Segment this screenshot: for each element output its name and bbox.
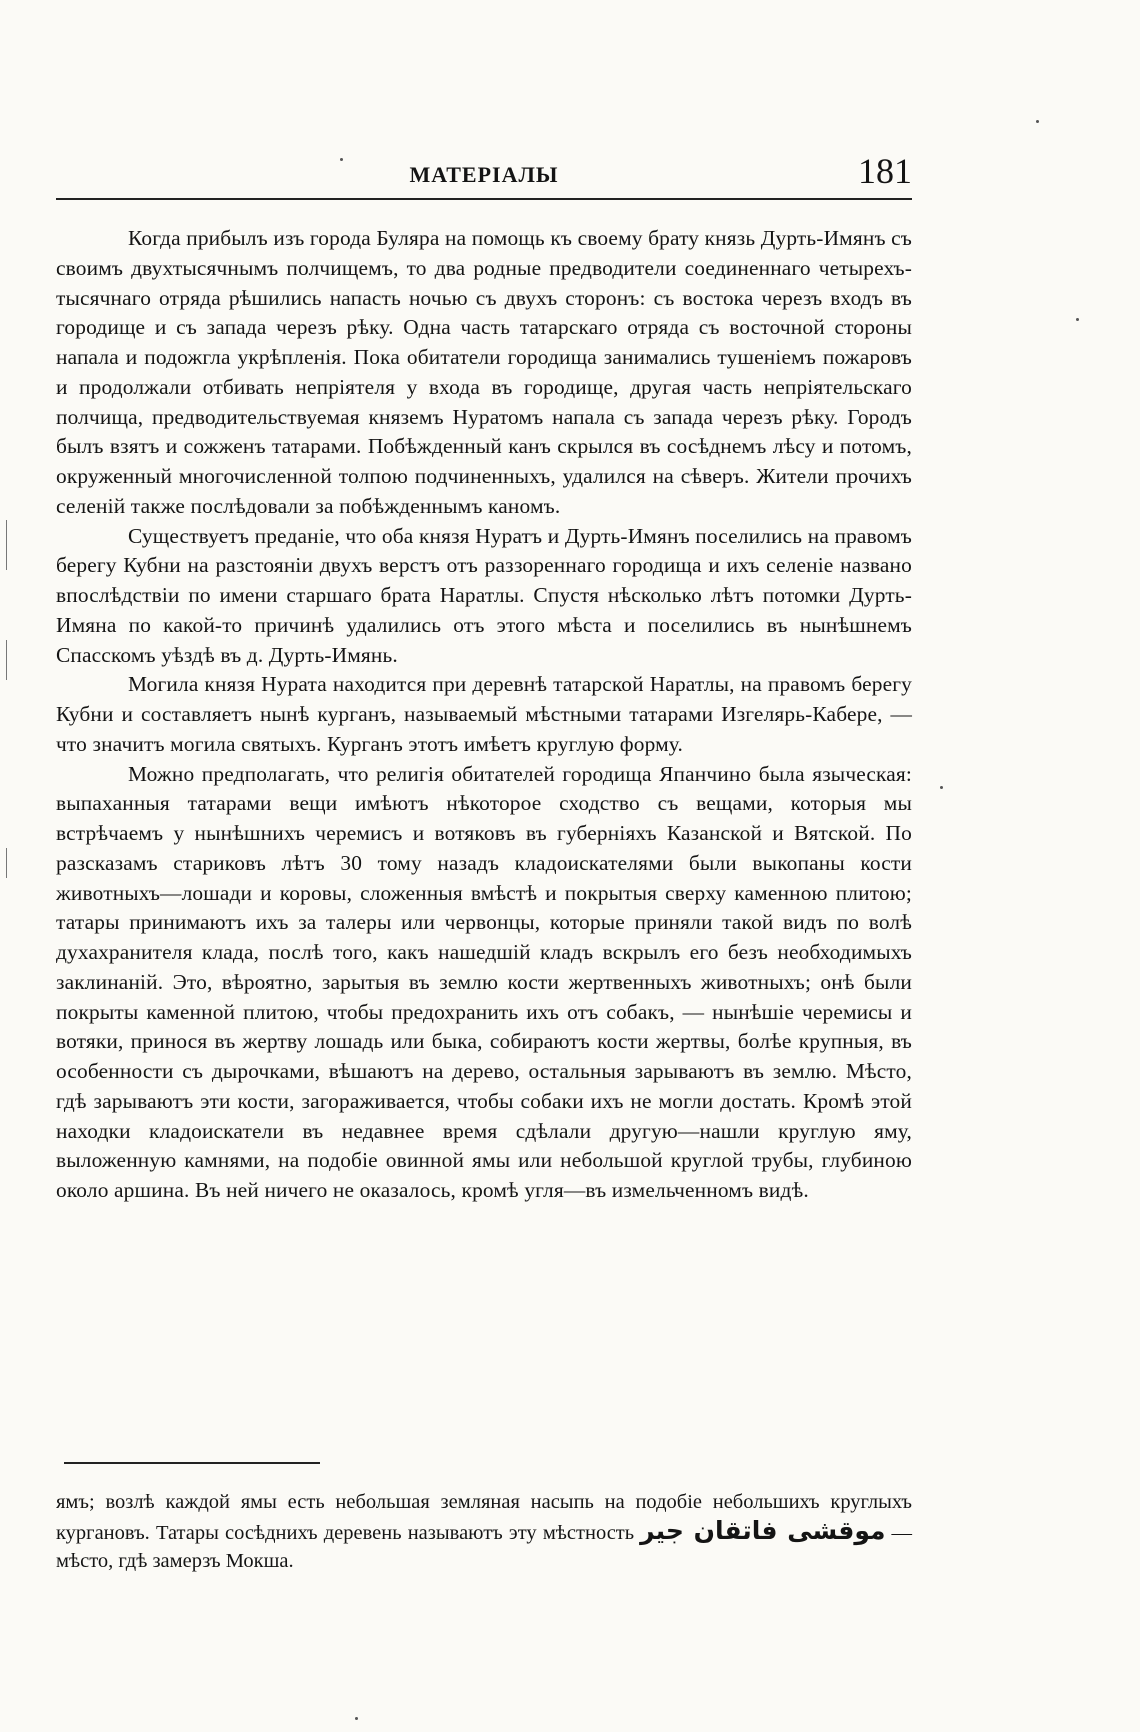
paragraph: Можно предполагать, что религія обитателей городища Япанчино была языческая: выпаханныя татарами вещи имѣютъ нѣкоторое сходство съ вещами, которыя мы встрѣчаемъ у нынѣшнихъ черемисъ и вотяковъ въ губерніяхъ Казанской и Вятской. По разсказамъ стариковъ лѣтъ 30 тому назадъ кладоискателями были выкопаны кости животныхъ—лошади и коровы, сложенныя вмѣстѣ и покрытыя сверху каменною плитою; татары принимаютъ ихъ за талеры или червонцы, которые приняли такой видъ по волѣ духахранителя клада, послѣ того, какъ нашедшій кладъ вскрылъ его безъ необходимыхъ заклинаній. Это, вѣроятно, зарытыя въ землю кости жертвенныхъ животныхъ; онѣ были покрыты каменной плитою, чтобы предохранить ихъ отъ собакъ, — нынѣшіе черемисы и вотяки, принося въ жертву лошадь или быка, собираютъ кости жертвы, болѣе крупныя, въ особенности съ дырочками, вѣшаютъ на дерево, остальныя зарываютъ въ землю. Мѣсто, гдѣ зарываютъ эти кости, загораживается, чтобы собаки ихъ не могли достать. Кромѣ этой находки кладоискатели въ недавнее время сдѣлали другую—нашли круглую яму, выложенную камнями, на подобіе овинной ямы или небольшой круглой трубы, глубиною около аршина. Въ ней ничего не оказалось, кромѣ угля—въ измельченномъ видѣ.: [56, 761, 912, 1202]
paragraph: Когда прибылъ изъ города Буляра на помощь къ своему брату князь Дурть-Имянъ съ своимъ двухтысячнымъ полчищемъ, то два родные предводители соединеннаго четырехъ-тысячнаго отряда рѣшились напасть ночью съ двухъ сторонъ: съ востока черезъ входъ въ городище и съ запада черезъ рѣку. Одна часть татарскаго отряда съ восточной стороны напала и подожгла укрѣпленія. Пока обитатели городища занимались тушеніемъ пожаровъ и продолжали отбивать непріятеля у входа въ городище, другая часть непріятельскаго полчища, предводительствуемая княземъ Нуратомъ напала съ запада черезъ рѣку. Городъ былъ взятъ и сожженъ татарами. Побѣжденный канъ скрылся въ сосѣднемъ лѣсу и потомъ, окруженный многочисленной толпою подчиненныхъ, удалился на сѣверъ. Жители прочихъ селеній также послѣдовали за побѣжденнымъ каномъ.: [56, 226, 913, 518]
scan-speck: [940, 786, 943, 789]
footnote: [56, 1488, 912, 1576]
margin-mark: [6, 848, 7, 878]
running-title: МАТЕРІАЛЫ: [409, 162, 559, 187]
margin-mark: [6, 640, 7, 680]
paragraph: Могила князя Нурата находится при деревнѣ татарской Наратлы, на правомъ берегу Кубни и составляетъ нынѣ курганъ, называемый мѣстными татарами Изгелярь-Кабере, — что значитъ могила святыхъ. Курганъ этотъ имѣетъ круглую форму.: [56, 672, 912, 756]
margin-mark: [6, 520, 7, 570]
footnote-text-after: —мѣсто, гдѣ замерзъ Мокша.: [56, 1521, 912, 1572]
scan-speck: [340, 158, 343, 161]
paragraph: Существуетъ преданіе, что оба князя Нуратъ и Дурть-Имянъ поселились на правомъ берегу Кубни на разстояніи двухъ верстъ отъ раззореннаго городища и ихъ селеніе названо впослѣдствіи по имени старшаго брата Наратлы. Спустя нѣсколько лѣтъ потомки Дурть-Имяна по какой-то причинѣ удалились отъ этого мѣста и поселились въ нынѣшнемъ Спасскомъ уѣздѣ въ д. Дурть-Имянь.: [56, 523, 912, 667]
page-number: 181: [858, 151, 912, 191]
footnote-rule: [64, 1462, 320, 1464]
arabic-place-name: موقشی فاتقان جير: [640, 1515, 886, 1545]
footnote-text: [56, 1488, 912, 1576]
footnote-text-before: ямъ; возлѣ каждой ямы есть небольшая земляная насыпь на подобіе небольшихъ круглыхъ кургановъ. Татары сосѣднихъ деревень называютъ эту мѣстность: [56, 1491, 912, 1544]
header-rule: [56, 198, 912, 200]
scan-speck: [355, 1717, 358, 1720]
scan-speck: [1036, 120, 1039, 123]
scan-speck: [1076, 318, 1079, 321]
page-header: [56, 150, 912, 196]
body-text: [56, 224, 912, 1206]
